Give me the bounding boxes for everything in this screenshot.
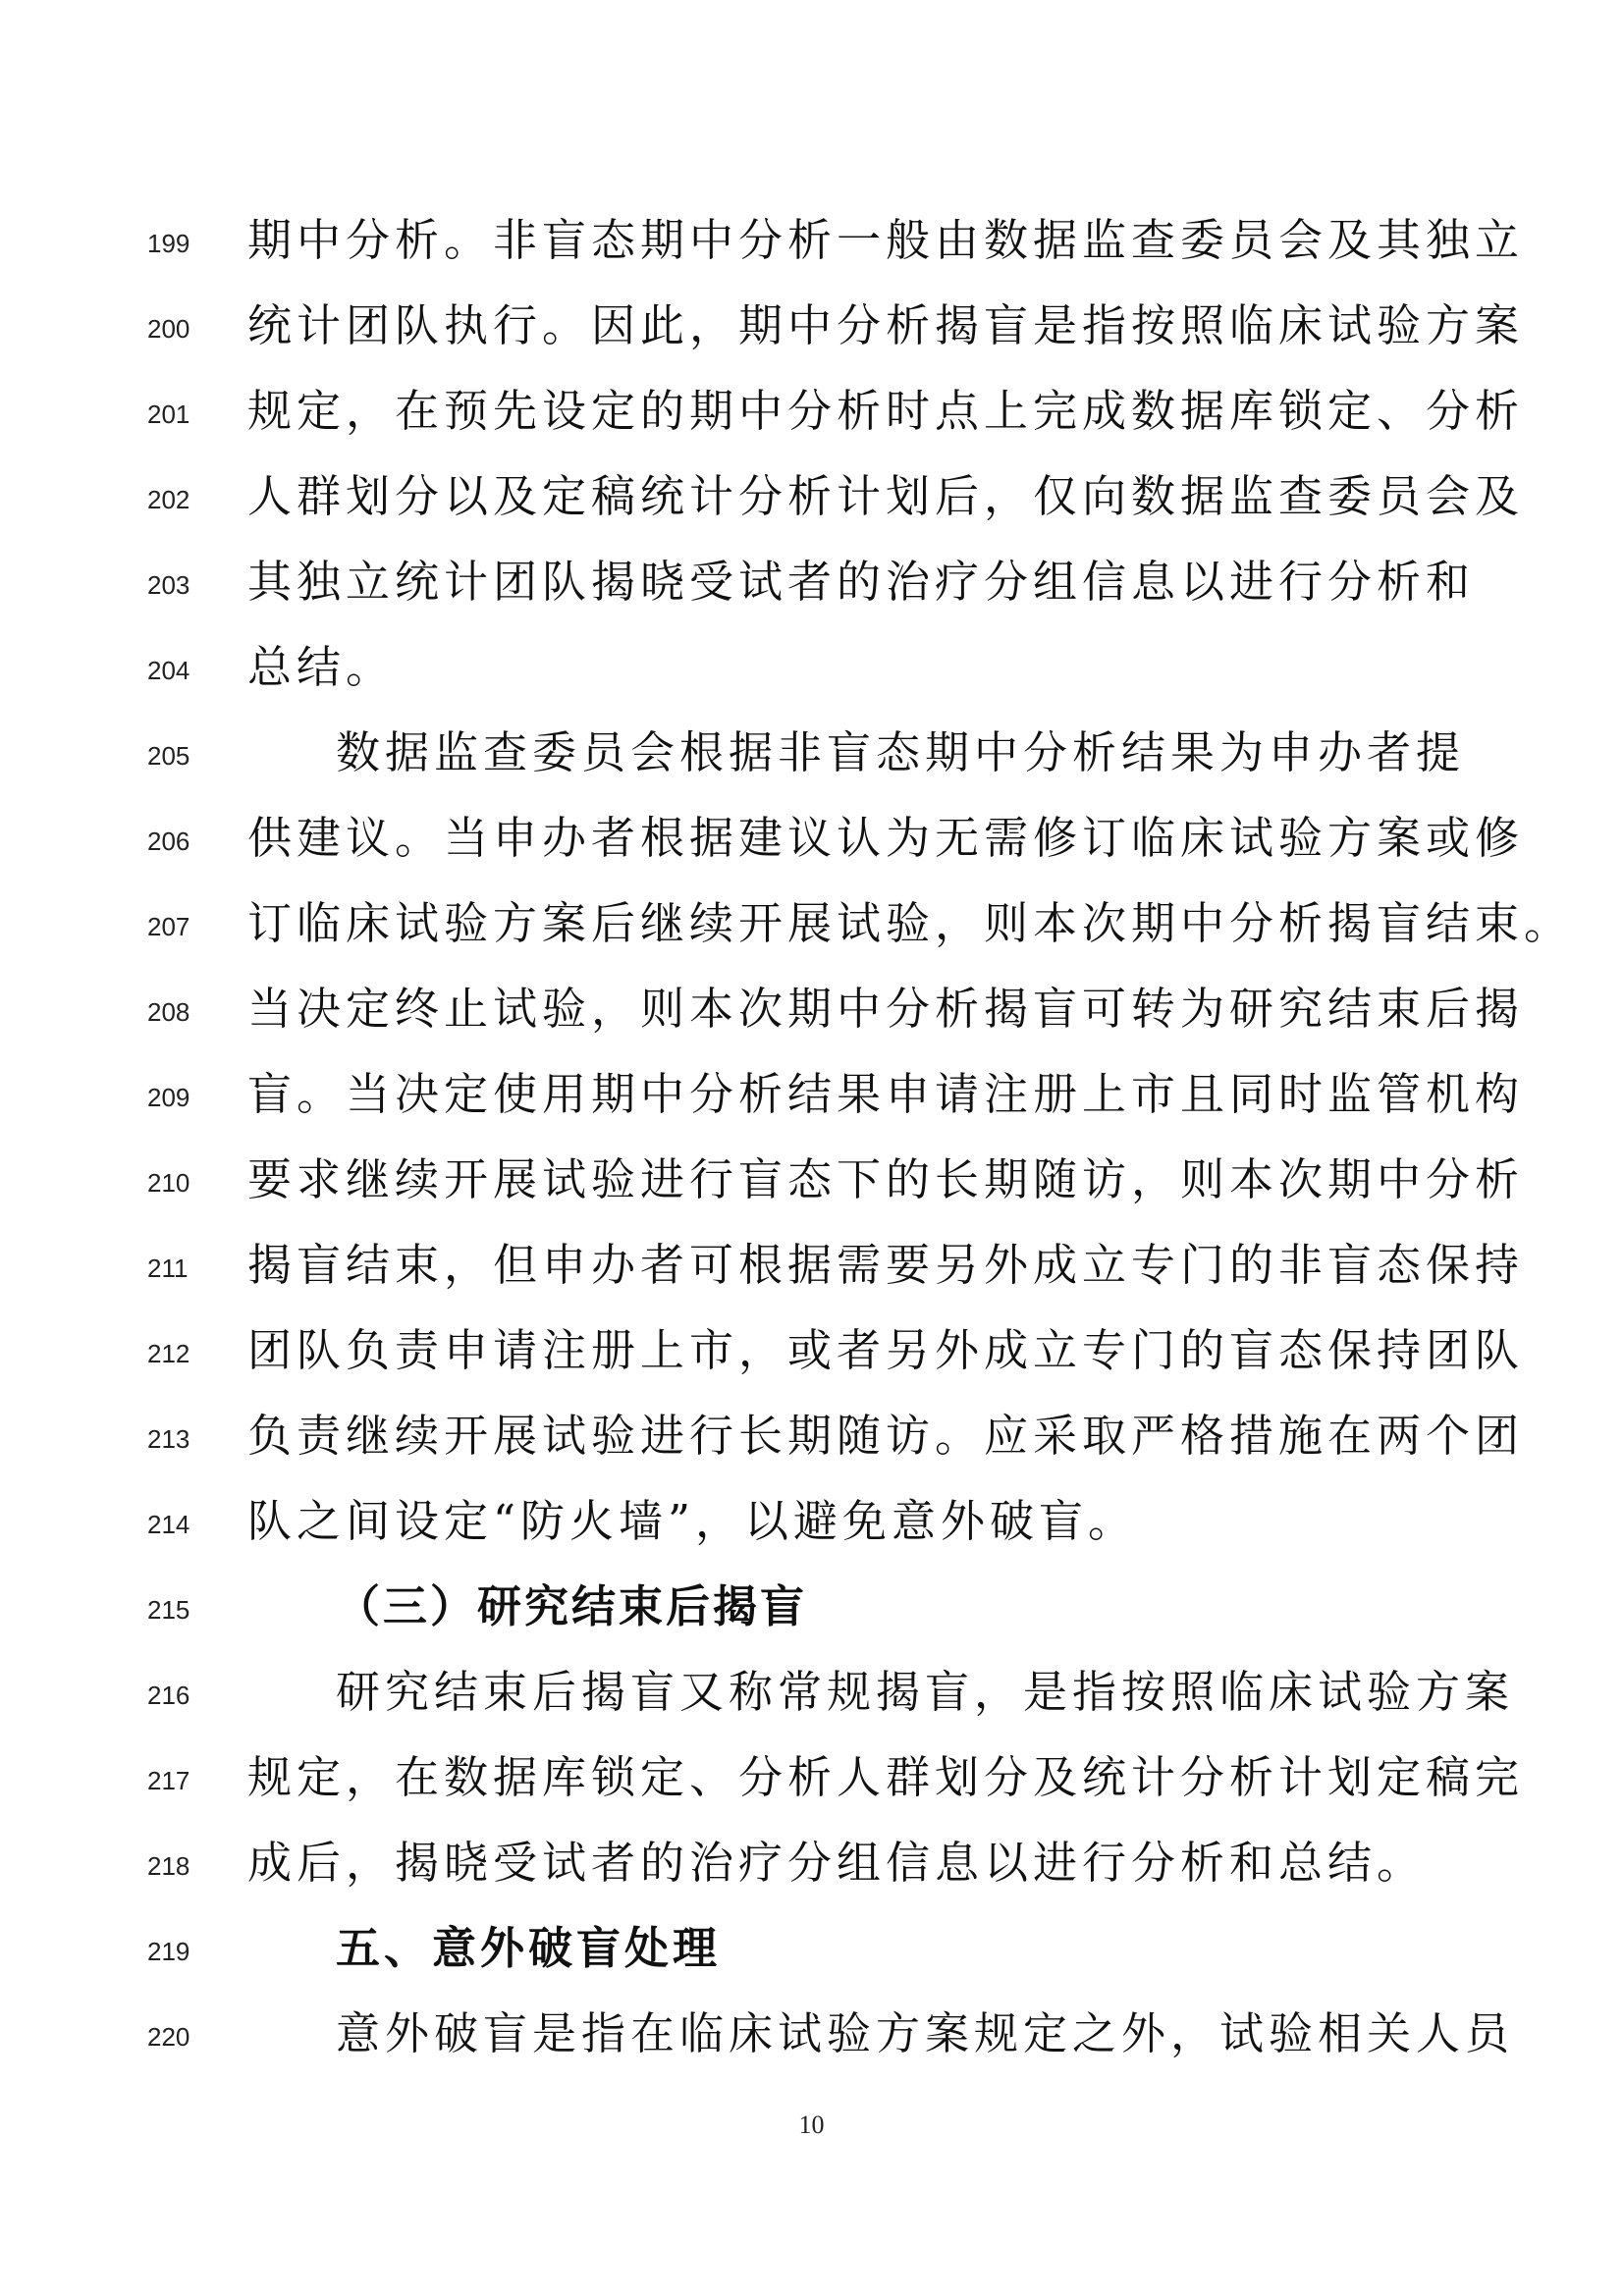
line-number: 217 [147, 1766, 190, 1795]
line-text: 其独立统计团队揭晓受试者的治疗分组信息以进行分析和 [247, 556, 1476, 608]
text-line [0, 1919, 1623, 1978]
line-text: 规定，在数据库锁定、分析人群划分及统计分析计划定稿完 [247, 1751, 1525, 1803]
text-line [0, 296, 1623, 355]
line-text: 队之间设定“防火墙”，以避免意外破盲。 [247, 1495, 1138, 1547]
text-line [0, 1663, 1623, 1722]
line-number: 208 [147, 997, 190, 1027]
text-line [0, 894, 1623, 953]
paragraph-first-line: 意外破盲是指在临床试验方案规定之外，试验相关人员 [336, 2007, 1515, 2059]
text-line [0, 1834, 1623, 1893]
line-text: 要求继续开展试验进行盲态下的长期随访，则本次期中分析 [247, 1153, 1525, 1205]
line-number: 211 [147, 1254, 189, 1283]
text-line [0, 382, 1623, 441]
text-line [0, 1236, 1623, 1295]
line-number: 202 [147, 485, 190, 514]
line-text: 盲。当决定使用期中分析结果申请注册上市且同时监管机构 [247, 1068, 1525, 1120]
line-number: 210 [147, 1168, 190, 1198]
line-text: 订临床试验方案后继续开展试验，则本次期中分析揭盲结束。 [247, 897, 1574, 949]
text-line [0, 211, 1623, 270]
line-number: 199 [147, 229, 190, 258]
text-line [0, 723, 1623, 782]
text-line [0, 638, 1623, 697]
line-number: 205 [147, 741, 190, 771]
line-number: 218 [147, 1851, 190, 1881]
line-text: 负责继续开展试验进行长期随访。应采取严格措施在两个团 [247, 1410, 1525, 1462]
line-text: 期中分析。非盲态期中分析一般由数据监查委员会及其独立 [247, 214, 1525, 266]
line-number: 215 [147, 1595, 190, 1625]
line-text: 供建议。当申办者根据建议认为无需修订临床试验方案或修 [247, 812, 1525, 864]
text-line [0, 2004, 1623, 2063]
line-number: 213 [147, 1424, 190, 1454]
line-text: 当决定终止试验，则本次期中分析揭盲可转为研究结束后揭 [247, 983, 1525, 1035]
text-line [0, 1321, 1623, 1380]
paragraph-first-line: 研究结束后揭盲又称常规揭盲，是指按照临床试验方案 [336, 1666, 1515, 1718]
text-line [0, 1577, 1623, 1636]
line-number: 216 [147, 1681, 190, 1710]
line-text: 人群划分以及定稿统计分析计划后，仅向数据监查委员会及 [247, 470, 1525, 522]
line-text: 统计团队执行。因此，期中分析揭盲是指按照临床试验方案 [247, 299, 1525, 351]
section-heading: 五、意外破盲处理 [336, 1922, 722, 1974]
line-number: 204 [147, 656, 190, 685]
text-line [0, 1150, 1623, 1209]
text-line [0, 1407, 1623, 1466]
line-number: 201 [147, 400, 190, 429]
line-number: 206 [147, 827, 190, 856]
line-number: 209 [147, 1083, 190, 1112]
line-number: 203 [147, 570, 190, 600]
line-text: 总结。 [247, 641, 396, 693]
line-number: 200 [147, 314, 190, 344]
text-line [0, 467, 1623, 526]
line-text: 规定，在预先设定的期中分析时点上完成数据库锁定、分析 [247, 385, 1525, 437]
line-text: 团队负责申请注册上市，或者另外成立专门的盲态保持团队 [247, 1324, 1525, 1376]
text-line [0, 553, 1623, 612]
text-line [0, 809, 1623, 868]
line-text: 揭盲结束，但申办者可根据需要另外成立专门的非盲态保持 [247, 1239, 1525, 1291]
text-line [0, 980, 1623, 1039]
line-number: 207 [147, 912, 190, 941]
line-number: 214 [147, 1510, 190, 1539]
subsection-heading: （三）研究结束后揭盲 [336, 1580, 808, 1632]
line-number: 220 [147, 2022, 190, 2052]
text-line [0, 1065, 1623, 1124]
line-number: 212 [147, 1339, 190, 1368]
text-line [0, 1492, 1623, 1551]
line-number: 219 [147, 1937, 190, 1966]
page-number: 10 [798, 2110, 825, 2139]
line-text: 成后，揭晓受试者的治疗分组信息以进行分析和总结。 [247, 1837, 1427, 1889]
paragraph-first-line: 数据监查委员会根据非盲态期中分析结果为申办者提 [336, 726, 1466, 778]
text-line [0, 1748, 1623, 1807]
